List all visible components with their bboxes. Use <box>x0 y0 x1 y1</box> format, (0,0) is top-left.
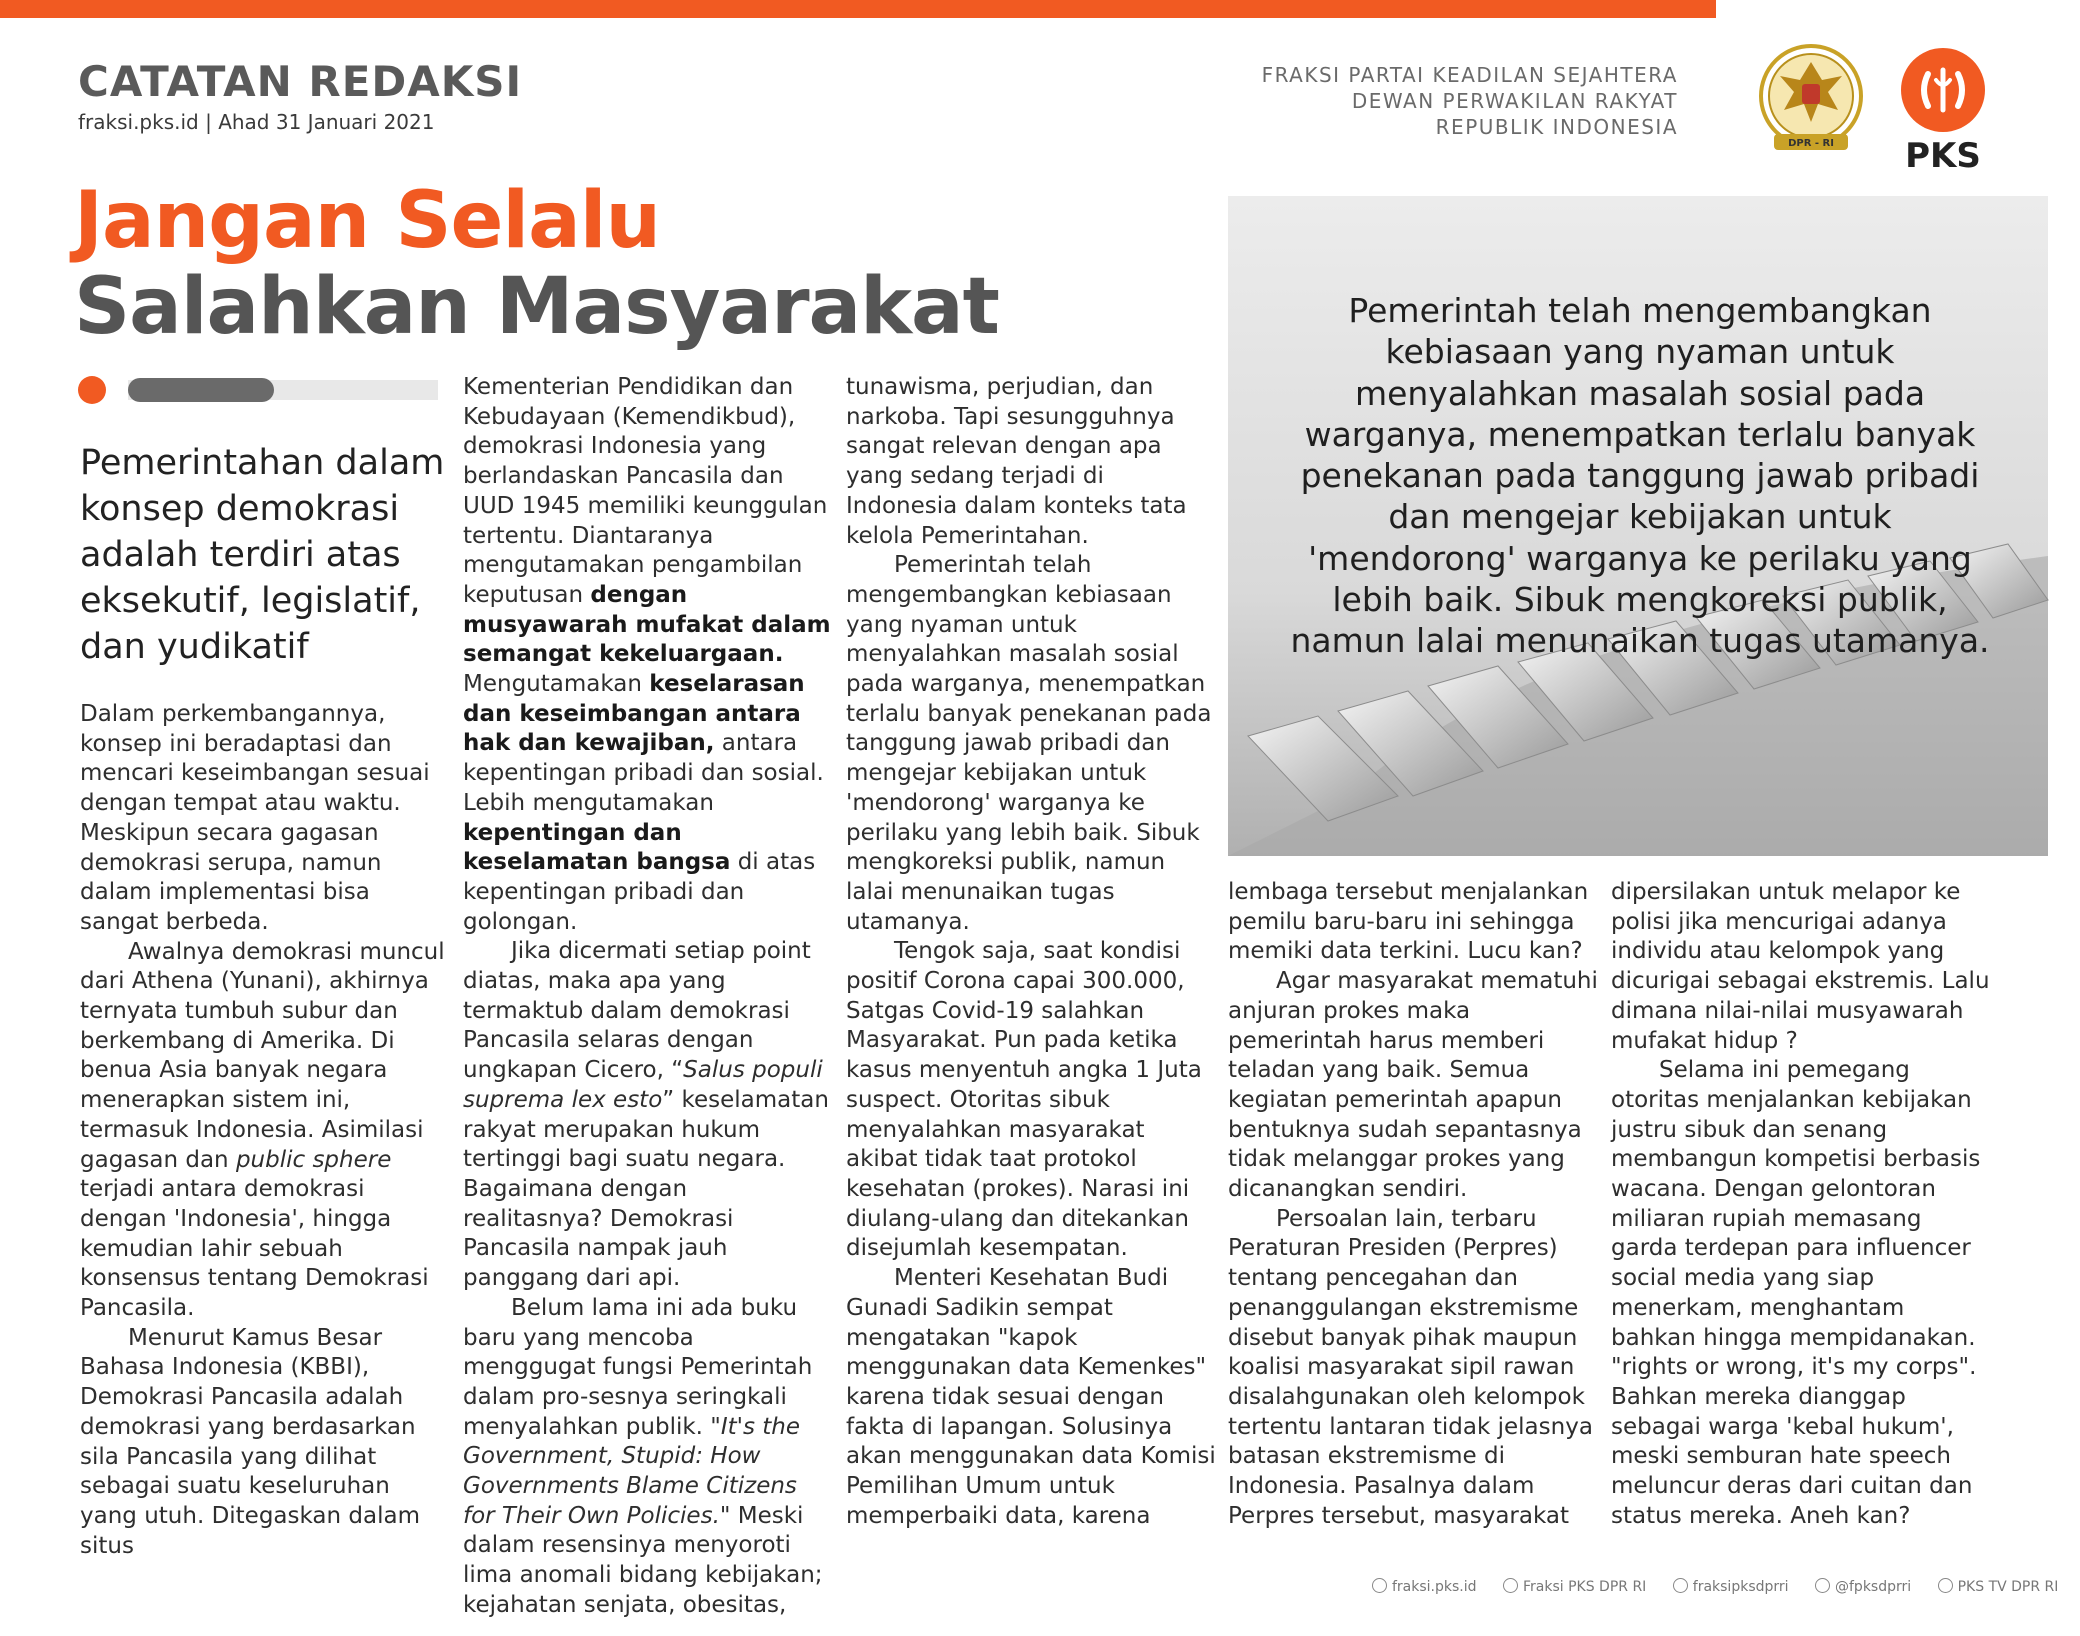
article-column-3 <box>846 373 1216 1531</box>
footer-youtube[interactable]: PKS TV DPR RI <box>1938 1579 2059 1595</box>
paragraph: Tengok saja, saat kondisi positif Corona capai 300.000, Satgas Covid-19 salahkan Masyarakat. Pun pada ketika kasus menyentuh angka 1 Juta suspect. Otoritas sibuk menyalahkan masyarakat akibat tidak taat protokol kesehatan (prokes). Narasi ini diulang-ulang dan ditekankan disejumlah kesempatan. <box>846 938 1202 1262</box>
paragraph: Pemerintah telah mengembangkan kebiasaan yang nyaman untuk menyalahkan masalah sosial pada warganya, menempatkan terlalu banyak penekanan pada tanggung jawab pribadi dan mengejar kebijakan untuk 'mendorong' warganya ke perilaku yang lebih baik. Sibuk mengkoreksi publik, namun lalai menunaikan tugas utamanya. <box>846 552 1212 935</box>
paragraph: dipersilakan untuk melapor ke polisi jika mencurigai adanya individu atau kelompok yang dicurigai sebagai ekstremis. Lalu dimana nilai-nilai musyawarah mufakat hidup ? <box>1611 879 1990 1054</box>
footer-facebook[interactable]: Fraksi PKS DPR RI <box>1503 1579 1646 1595</box>
social-footer <box>1372 1578 2080 1595</box>
pks-logo-icon <box>1898 46 1988 134</box>
paragraph: Awalnya demokrasi muncul dari Athena (Yunani), akhirnya ternyata tumbuh subur dan berkembang di Amerika. Di benua Asia banyak negara menerapkan sistem ini, termasuk Indonesia. Asimilasi gagasan dan public sphere terjadi antara demokrasi dengan 'Indonesia', hingga kemudian lahir sebuah konsensus tentang Demokrasi Pancasila. <box>80 938 445 1322</box>
article-column-4 <box>1228 878 1598 1531</box>
footer-twitter[interactable]: @fpksdprri <box>1815 1579 1911 1595</box>
decorative-divider <box>78 374 438 404</box>
divider-dot <box>78 376 106 404</box>
paragraph: tunawisma, perjudian, dan narkoba. Tapi sesungguhnya sangat relevan dengan apa yang sedang terjadi di Indonesia dalam konteks tata kelola Pemerintahan. <box>846 374 1187 549</box>
org-line: FRAKSI PARTAI KEADILAN SEJAHTERA <box>1261 63 1678 87</box>
pks-logo <box>1898 46 1988 176</box>
facebook-icon <box>1503 1578 1518 1593</box>
paragraph: Menurut Kamus Besar Bahasa Indonesia (KBBI), Demokrasi Pancasila adalah demokrasi yang berdasarkan sila Pancasila yang dilihat sebagai suatu keseluruhan yang utuh. Ditegaskan dalam situs <box>80 1324 420 1559</box>
paragraph: Belum lama ini ada buku baru yang mencoba menggugat fungsi Pemerintah dalam pro-sesnya seringkali menyalahkan publik. "It's the Government, Stupid: How Governments Blame Citizens for Their Own Policies." Meski dalam resensinya menyoroti lima anomali bidang kebijakan; kejahatan senjata, obesitas, <box>463 1294 823 1618</box>
organization-name <box>1262 62 1678 140</box>
twitter-icon <box>1815 1578 1830 1593</box>
paragraph: Agar masyarakat mematuhi anjuran prokes maka pemerintah harus memberi teladan yang baik. Semua kegiatan pemerintah apapun bentuknya sudah sepantasnya tidak melanggar prokes yang dicanangkan sendiri. <box>1228 968 1598 1203</box>
divider-pill <box>128 378 274 402</box>
headline-line-2: Salahkan Masyarakat <box>74 262 999 352</box>
paragraph: Persoalan lain, terbaru Peraturan Presiden (Perpres) tentang pencegahan dan penanggulangan ekstremisme disebut banyak pihak maupun koalisi masyarakat sipil rawan disalahgunakan oleh kelompok tertentu lantaran tidak jelasnya batasan ekstremisme di Indonesia. Pasalnya dalam Perpres tersebut, masyarakat <box>1228 1205 1593 1529</box>
pull-quote: Pemerintah telah mengembangkan kebiasaan yang nyaman untuk menyalahkan masalah sosial pada warganya, menempatkan terlalu banyak penekanan pada tanggung jawab pribadi dan mengejar kebijakan untuk 'mendorong' warganya ke perilaku yang lebih baik. Sibuk mengkoreksi publik, namun lalai menunaikan tugas utamanya. <box>1290 291 1990 661</box>
paragraph: Dalam perkembangannya, konsep ini beradaptasi dan mencari keseimbangan sesuai dengan tempat atau waktu. Meskipun secara gagasan demokrasi serupa, namun dalam implementasi bisa sangat berbeda. <box>80 701 430 935</box>
brand-block <box>78 58 522 134</box>
article-column-1 <box>80 700 450 1561</box>
top-accent-bar <box>0 0 1716 18</box>
dpr-emblem-icon <box>1752 40 1870 162</box>
brand-subtitle: fraksi.pks.id | Ahad 31 Januari 2021 <box>78 110 435 134</box>
pks-logo-text: PKS <box>1905 136 1981 176</box>
footer-instagram[interactable]: fraksipksdprri <box>1673 1579 1789 1595</box>
globe-icon <box>1372 1578 1387 1593</box>
paragraph: lembaga tersebut menjalankan pemilu baru-baru ini sehingga memiki data terkini. Lucu kan? <box>1228 879 1589 965</box>
headline <box>74 178 999 350</box>
footer-website[interactable]: fraksi.pks.id <box>1372 1579 1477 1595</box>
instagram-icon <box>1673 1578 1688 1593</box>
paragraph: Selama ini pemegang otoritas menjalankan kebijakan justru sibuk dan senang membangun kompetisi berbasis wacana. Dengan gelontoran miliaran rupiah memasang garda terdepan para influencer social media yang siap menerkam, menghantam bahkan hingga mempidanakan. "rights or wrong, it's my corps". Bahkan mereka dianggap sebagai warga 'kebal hukum', meski semburan hate speech meluncur deras dari cuitan dan status mereka. Aneh kan? <box>1611 1057 1981 1529</box>
youtube-icon <box>1938 1578 1953 1593</box>
org-line: DEWAN PERWAKILAN RAKYAT <box>1351 89 1678 113</box>
article-column-2 <box>463 373 833 1621</box>
emblem-label: DPR - RI <box>1788 138 1834 149</box>
paragraph: Kementerian Pendidikan dan Kebudayaan (Kemendikbud), demokrasi Indonesia yang berlandaskan Pancasila dan UUD 1945 memiliki keunggulan tertentu. Diantaranya mengutamakan pengambilan keputusan dengan musyawarah mufakat dalam semangat kekeluargaan. Mengutamakan keselarasan dan keseimbangan antara hak dan kewajiban, antara kepentingan pribadi dan sosial. Lebih mengutamakan kepentingan dan keselamatan bangsa di atas kepentingan pribadi dan golongan. <box>463 374 831 935</box>
brand-title: CATATAN REDAKSI <box>78 57 523 106</box>
paragraph: Menteri Kesehatan Budi Gunadi Sadikin sempat mengatakan "kapok menggunakan data Kemenkes" karena tidak sesuai dengan fakta di lapangan. Solusinya akan menggunakan data Komisi Pemilihan Umum untuk memperbaiki data, karena <box>846 1265 1216 1529</box>
article-column-5 <box>1611 878 1991 1531</box>
headline-line-1: Jangan Selalu <box>74 176 661 266</box>
lead-paragraph: Pemerintahan dalam konsep demokrasi adalah terdiri atas eksekutif, legislatif, dan yudikatif <box>80 443 445 667</box>
paragraph: Jika dicermati setiap point diatas, maka apa yang termaktub dalam demokrasi Pancasila selaras dengan ungkapan Cicero, “Salus populi suprema lex esto” keselamatan rakyat merupakan hukum tertinggi bagi suatu negara. Bagaimana dengan realitasnya? Demokrasi Pancasila nampak jauh panggang dari api. <box>463 938 829 1292</box>
org-line: REPUBLIK INDONESIA <box>1435 115 1678 139</box>
